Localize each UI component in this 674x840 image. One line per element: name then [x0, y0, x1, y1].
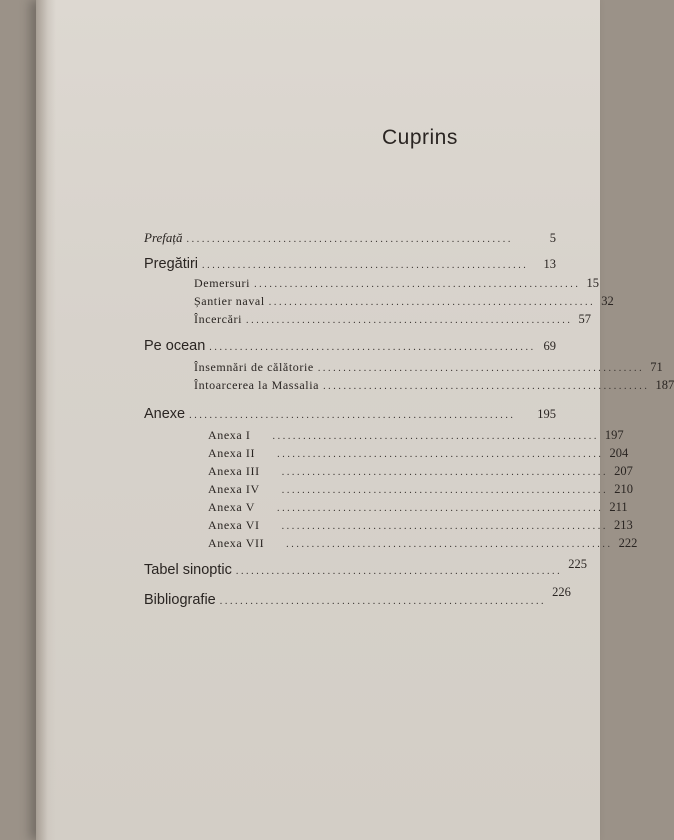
book-page [36, 0, 674, 840]
toc-entry-anexa-7: Anexa VII ................................................................ 222 [208, 536, 638, 550]
toc-entry-anexa-2: Anexa II ................................................................ 204 [208, 446, 629, 460]
toc-entry-intoarcerea: Întoarcerea la Massalia ................................................................ 187 [194, 378, 674, 392]
toc-entry-pregatiri: Pregătiri ................................................................ 13 [144, 256, 556, 272]
toc-entry-insemnari: Însemnări de călătorie ................................................................ 71 [194, 360, 663, 374]
toc-entry-pe-ocean: Pe ocean ................................................................ 69 [144, 338, 556, 354]
toc-entry-tabel-sinoptic: Tabel sinoptic ................................................................ 225 [144, 557, 588, 578]
toc-entry-santier-naval: Șantier naval ................................................................ 32 [194, 294, 614, 308]
page-title: Cuprins [382, 126, 458, 149]
toc-entry-demersuri: Demersuri ................................................................ 15 [194, 276, 599, 290]
toc-entry-anexa-3: Anexa III ................................................................ 207 [208, 464, 633, 478]
toc-entry-bibliografie: Bibliografie ................................................................ 226 [144, 585, 571, 608]
toc-entry-anexe: Anexe ................................................................ 195 [144, 406, 556, 422]
toc-entry-prefata: Prefață ................................................................ 5 [144, 230, 556, 245]
page-spine-shadow [36, 0, 56, 840]
toc-entry-incercari: Încercări ................................................................ 57 [194, 312, 591, 326]
toc-entry-anexa-6: Anexa VI ................................................................ 213 [208, 518, 633, 532]
toc-entry-anexa-1: Anexa I ................................................................ 197 [208, 428, 624, 442]
toc-entry-anexa-4: Anexa IV ................................................................ 210 [208, 482, 633, 496]
toc-entry-anexa-5: Anexa V ................................................................ 211 [208, 500, 628, 514]
